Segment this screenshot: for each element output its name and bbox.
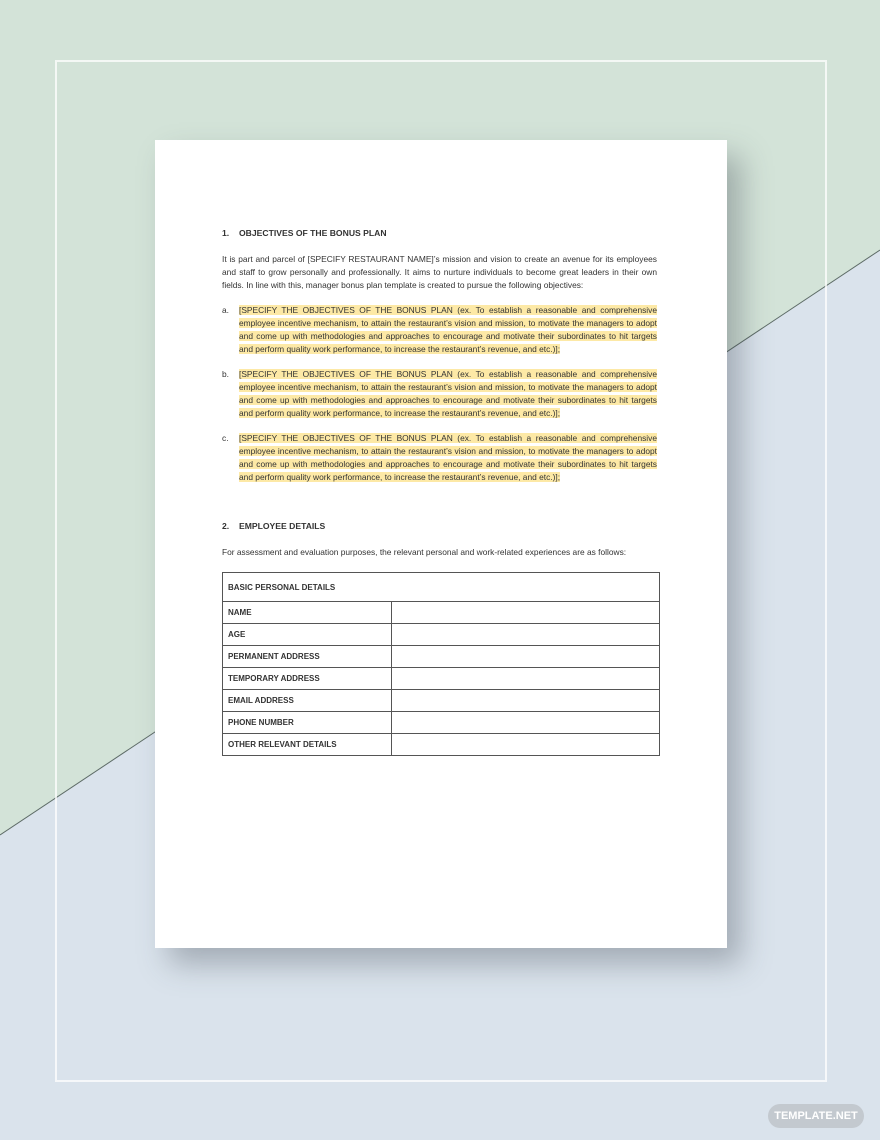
personal-details-table bbox=[222, 572, 660, 756]
section2-heading bbox=[222, 520, 657, 533]
section1-heading bbox=[222, 227, 657, 240]
row-value-cell[interactable] bbox=[392, 602, 660, 624]
row-value-cell[interactable] bbox=[392, 712, 660, 734]
row-label: AGE bbox=[223, 624, 392, 646]
item-label: a. bbox=[222, 305, 229, 315]
document-page bbox=[155, 140, 727, 948]
table-row bbox=[223, 602, 660, 624]
row-value-cell[interactable] bbox=[392, 734, 660, 756]
table-row bbox=[223, 690, 660, 712]
watermark-badge: TEMPLATE.NET bbox=[768, 1104, 864, 1128]
objective-item bbox=[222, 432, 657, 484]
item-label: b. bbox=[222, 369, 229, 379]
item-text: [SPECIFY THE OBJECTIVES OF THE BONUS PLAN (ex. To establish a reasonable and comprehensive employee incentive mechanism, to attain the restaurant’s vision and mission, to motivate the managers to adopt and come up with methodologies and approaches to encourage and motivate their subordinates to hit targets and perform quality work performance, to increase the restaurant’s revenue, and etc.)]; bbox=[239, 369, 657, 418]
table-row bbox=[223, 646, 660, 668]
item-label: c. bbox=[222, 433, 229, 443]
item-text: [SPECIFY THE OBJECTIVES OF THE BONUS PLAN (ex. To establish a reasonable and comprehensive employee incentive mechanism, to attain the restaurant’s vision and mission, to motivate the managers to adopt and come up with methodologies and approaches to encourage and motivate their subordinates to hit targets and perform quality work performance, to increase the restaurant’s revenue, and etc.)]; bbox=[239, 433, 657, 482]
section1-intro: It is part and parcel of [SPECIFY RESTAURANT NAME]’s mission and vision to create an avenue for its employees and staff to grow personally and professionally. It aims to nurture individuals to become great leaders in their own fields. In line with this, manager bonus plan template is created to pursue the following objectives: bbox=[222, 254, 657, 290]
row-value-cell[interactable] bbox=[392, 668, 660, 690]
table-row bbox=[223, 734, 660, 756]
row-value-cell[interactable] bbox=[392, 624, 660, 646]
table-row bbox=[223, 712, 660, 734]
row-label: PERMANENT ADDRESS bbox=[223, 646, 392, 668]
row-label: PHONE NUMBER bbox=[223, 712, 392, 734]
row-value-cell[interactable] bbox=[392, 690, 660, 712]
table-row bbox=[223, 624, 660, 646]
row-label: EMAIL ADDRESS bbox=[223, 690, 392, 712]
row-label: NAME bbox=[223, 602, 392, 624]
row-value-cell[interactable] bbox=[392, 646, 660, 668]
table-header: BASIC PERSONAL DETAILS bbox=[223, 573, 660, 602]
item-text: [SPECIFY THE OBJECTIVES OF THE BONUS PLAN (ex. To establish a reasonable and comprehensive employee incentive mechanism, to attain the restaurant’s vision and mission, to motivate the managers to adopt and come up with methodologies and approaches to encourage and motivate their subordinates to hit targets and perform quality work performance, to increase the restaurant’s revenue, and etc.)]; bbox=[239, 305, 657, 354]
row-label: OTHER RELEVANT DETAILS bbox=[223, 734, 392, 756]
objective-item bbox=[222, 368, 657, 420]
section-title: EMPLOYEE DETAILS bbox=[239, 521, 326, 531]
section-title: OBJECTIVES OF THE BONUS PLAN bbox=[239, 228, 387, 238]
section-number: 1. bbox=[222, 228, 230, 238]
section-number: 2. bbox=[222, 521, 230, 531]
objective-item bbox=[222, 304, 657, 356]
table-row bbox=[223, 668, 660, 690]
section2-intro: For assessment and evaluation purposes, the relevant personal and work-related experiences are as follows: bbox=[222, 547, 627, 557]
row-label: TEMPORARY ADDRESS bbox=[223, 668, 392, 690]
